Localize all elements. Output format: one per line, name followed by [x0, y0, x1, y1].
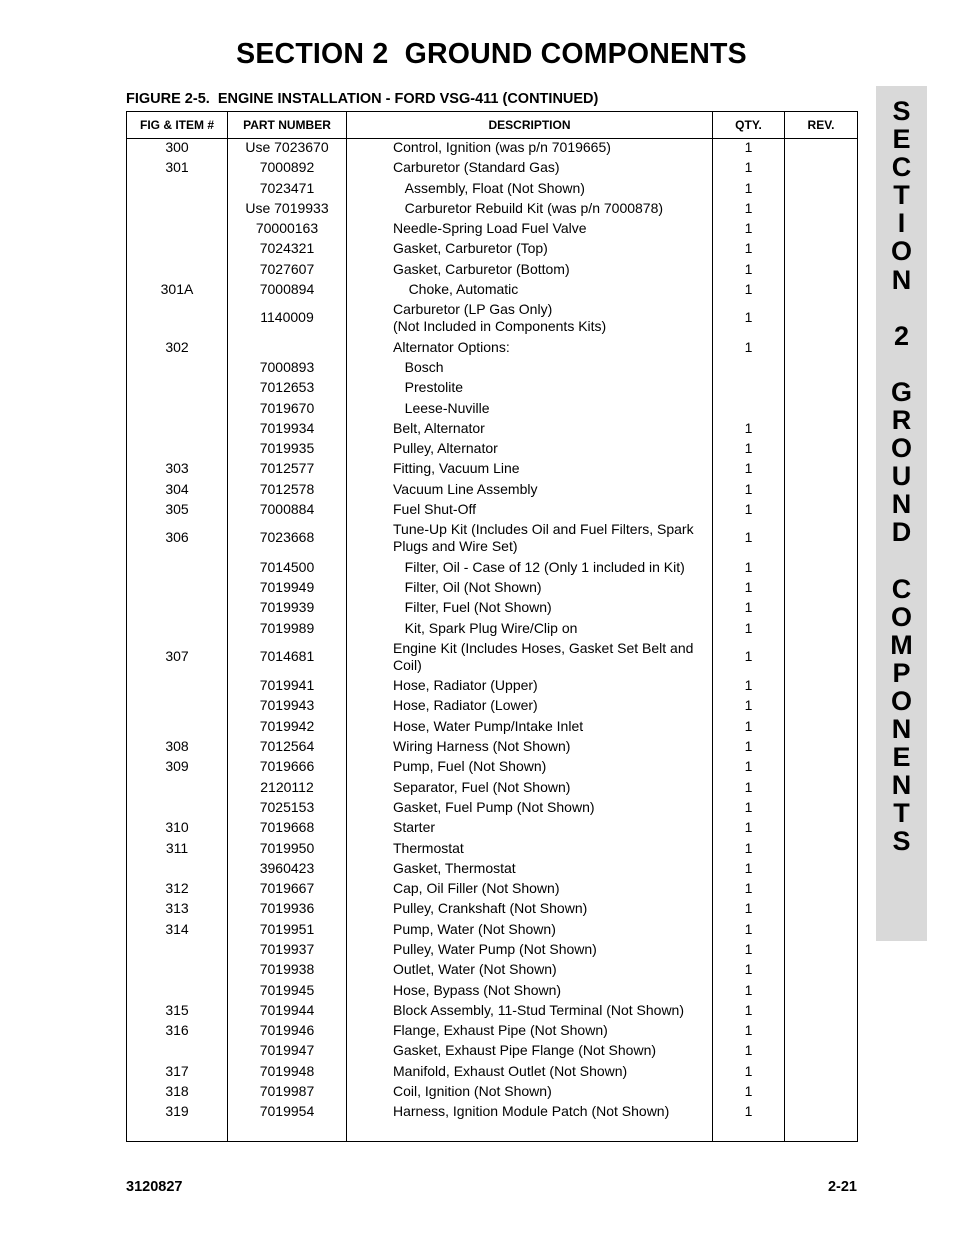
- qty-cell: 1: [744, 220, 753, 237]
- side-tab-letter: O: [890, 685, 912, 716]
- document-number: 3120827: [126, 1179, 183, 1195]
- side-tab-letter: O: [890, 601, 912, 632]
- fig-item-cell: 300: [165, 139, 189, 155]
- part-number-cell: 3960423: [259, 859, 315, 876]
- table-row: [127, 1001, 857, 1021]
- part-number-cell: 7000892: [259, 159, 315, 176]
- table-row: [127, 338, 857, 358]
- fig-item-cell: 316: [165, 1022, 189, 1039]
- description-cell: Belt, Alternator: [393, 419, 485, 436]
- side-tab-letter: M: [890, 629, 913, 660]
- side-tab-letter: I: [897, 208, 906, 239]
- table-row: [127, 981, 857, 1001]
- table-row: [127, 798, 857, 818]
- description-cell: Carburetor (LP Gas Only) (Not Included in Components Kits): [393, 301, 607, 335]
- qty-cell: 1: [744, 900, 753, 917]
- fig-item-cell: 312: [165, 880, 189, 897]
- description-cell: Separator, Fuel (Not Shown): [393, 778, 571, 795]
- qty-cell: 1: [744, 738, 753, 755]
- qty-cell: 1: [744, 758, 753, 775]
- side-tab-letter: N: [891, 714, 912, 745]
- qty-cell: 1: [744, 338, 753, 355]
- qty-cell: 1: [744, 1042, 753, 1059]
- description-cell: Carburetor (Standard Gas): [393, 159, 560, 176]
- description-cell: Flange, Exhaust Pipe (Not Shown): [393, 1022, 608, 1039]
- qty-cell: 1: [744, 440, 753, 457]
- table-row: [127, 899, 857, 919]
- side-tab-letter: [876, 294, 927, 322]
- side-tab-letter: 2: [893, 320, 910, 351]
- fig-item-cell: 305: [165, 501, 189, 518]
- part-number-cell: 7019941: [259, 677, 315, 694]
- table-row: [127, 138, 857, 158]
- qty-cell: 1: [744, 1103, 753, 1120]
- table-row: [127, 818, 857, 838]
- part-number-cell: 7025153: [259, 798, 315, 815]
- description-cell: Filter, Oil - Case of 12 (Only 1 included in Kit): [393, 558, 685, 575]
- table-row: [127, 578, 857, 598]
- qty-cell: 1: [744, 260, 753, 277]
- table-row: [127, 1082, 857, 1102]
- table-row: [127, 940, 857, 960]
- description-cell: Gasket, Exhaust Pipe Flange (Not Shown): [393, 1042, 657, 1059]
- qty-cell: 1: [744, 778, 753, 795]
- part-number-cell: 7023668: [259, 529, 315, 546]
- part-number-cell: 7012564: [259, 738, 315, 755]
- side-tab-letter: G: [890, 376, 912, 407]
- qty-cell: 1: [744, 558, 753, 575]
- part-number-cell: 7012653: [259, 379, 315, 396]
- parts-table: [126, 111, 858, 1142]
- qty-cell: 1: [744, 501, 753, 518]
- part-number-cell: 2120112: [260, 778, 314, 795]
- qty-cell: 1: [744, 1062, 753, 1079]
- part-number-cell: 7019670: [259, 399, 315, 416]
- part-number-cell: 7024321: [259, 240, 315, 257]
- description-cell: Hose, Radiator (Lower): [393, 697, 538, 714]
- qty-cell: 1: [744, 179, 753, 196]
- table-row: [127, 520, 857, 557]
- description-cell: Filter, Oil (Not Shown): [393, 578, 542, 595]
- part-number-cell: 7019943: [259, 697, 315, 714]
- table-row: [127, 639, 857, 676]
- qty-cell: 1: [744, 199, 753, 216]
- description-cell: Manifold, Exhaust Outlet (Not Shown): [393, 1062, 628, 1079]
- fig-item-cell: 304: [165, 480, 189, 497]
- table-row: [127, 158, 857, 178]
- part-number-cell: 7019934: [259, 419, 315, 436]
- description-cell: Fitting, Vacuum Line: [393, 460, 520, 477]
- part-number-cell: 7019947: [259, 1042, 315, 1059]
- description-cell: Bosch: [393, 358, 444, 375]
- fig-item-cell: 310: [165, 819, 189, 836]
- fig-item-cell: 303: [165, 460, 189, 477]
- table-row: [127, 179, 857, 199]
- part-number-cell: 7014500: [259, 558, 315, 575]
- description-cell: Pulley, Alternator: [393, 440, 498, 457]
- description-cell: Pulley, Water Pump (Not Shown): [393, 940, 597, 957]
- qty-cell: 1: [744, 940, 753, 957]
- description-cell: Gasket, Carburetor (Top): [393, 240, 548, 257]
- part-number-cell: 7019936: [259, 900, 315, 917]
- table-row: [127, 459, 857, 479]
- qty-cell: 1: [744, 309, 753, 326]
- part-number-cell: 1140009: [260, 309, 314, 326]
- description-cell: Block Assembly, 11-Stud Terminal (Not Shown): [393, 1001, 685, 1018]
- part-number-cell: 7019954: [259, 1103, 315, 1120]
- qty-cell: 1: [744, 281, 753, 298]
- side-tab-letter: T: [893, 798, 910, 829]
- part-number-cell: 7023471: [259, 179, 315, 196]
- fig-item-cell: 307: [165, 647, 189, 664]
- description-cell: Starter: [393, 819, 436, 836]
- fig-item-cell: 313: [165, 900, 189, 917]
- fig-item-cell: 317: [165, 1062, 189, 1079]
- description-cell: Harness, Ignition Module Patch (Not Shown): [393, 1103, 670, 1120]
- qty-cell: 1: [744, 1083, 753, 1100]
- description-cell: Vacuum Line Assembly: [393, 480, 538, 497]
- description-cell: Tune-Up Kit (Includes Oil and Fuel Filters, Spark Plugs and Wire Set): [393, 521, 694, 555]
- description-cell: Pulley, Crankshaft (Not Shown): [393, 900, 588, 917]
- qty-cell: 1: [744, 717, 753, 734]
- description-cell: Leese-Nuville: [393, 399, 490, 416]
- description-cell: Gasket, Thermostat: [393, 859, 516, 876]
- description-cell: Prestolite: [393, 379, 464, 396]
- qty-cell: 1: [744, 419, 753, 436]
- qty-cell: 1: [744, 647, 753, 664]
- table-row: [127, 239, 857, 259]
- description-cell: Filter, Fuel (Not Shown): [393, 599, 552, 616]
- description-cell: Wiring Harness (Not Shown): [393, 738, 571, 755]
- part-number-cell: 70000163: [255, 220, 319, 237]
- description-cell: Pump, Fuel (Not Shown): [393, 758, 547, 775]
- table-row: [127, 859, 857, 879]
- table-row: [127, 439, 857, 459]
- qty-cell: 1: [744, 961, 753, 978]
- fig-item-cell: 315: [165, 1001, 189, 1018]
- part-number-cell: 7000884: [259, 501, 315, 518]
- part-number-cell: 7019935: [259, 440, 315, 457]
- table-row: [127, 300, 857, 337]
- qty-cell: 1: [744, 460, 753, 477]
- qty-cell: 1: [744, 159, 753, 176]
- table-row: [127, 598, 857, 618]
- description-cell: Engine Kit (Includes Hoses, Gasket Set Belt and Coil): [393, 639, 694, 673]
- header-description: DESCRIPTION: [488, 118, 571, 132]
- table-row: [127, 676, 857, 696]
- table-row: [127, 920, 857, 940]
- part-number-cell: 7019949: [259, 578, 315, 595]
- side-tab-letter: O: [890, 236, 912, 267]
- qty-cell: 1: [744, 839, 753, 856]
- part-number-cell: 7019987: [259, 1083, 315, 1100]
- table-row: [127, 280, 857, 300]
- table-row: [127, 696, 857, 716]
- table-row: [127, 960, 857, 980]
- fig-item-cell: 301: [165, 159, 189, 176]
- description-cell: Choke, Automatic: [393, 281, 519, 298]
- qty-cell: 1: [744, 619, 753, 636]
- description-cell: Assembly, Float (Not Shown): [393, 179, 585, 196]
- fig-item-cell: 309: [165, 758, 189, 775]
- header-part-number: PART NUMBER: [243, 118, 331, 132]
- side-tab-letter: R: [891, 405, 912, 436]
- table-row: [127, 260, 857, 280]
- description-cell: Fuel Shut-Off: [393, 501, 477, 518]
- qty-cell: 1: [744, 819, 753, 836]
- fig-item-cell: 319: [165, 1103, 189, 1120]
- qty-cell: 1: [744, 139, 753, 155]
- side-tab-letters: [876, 97, 927, 856]
- description-cell: Carburetor Rebuild Kit (was p/n 7000878): [393, 199, 664, 216]
- side-tab-letter: [876, 350, 927, 378]
- description-cell: Needle-Spring Load Fuel Valve: [393, 220, 587, 237]
- part-number-cell: 7012577: [259, 460, 315, 477]
- qty-cell: 1: [744, 1022, 753, 1039]
- table-row: [127, 199, 857, 219]
- table-row: [127, 778, 857, 798]
- header-rev: REV.: [807, 118, 835, 132]
- description-cell: Hose, Radiator (Upper): [393, 677, 538, 694]
- qty-cell: 1: [744, 578, 753, 595]
- side-tab-letter: C: [891, 152, 912, 183]
- fig-item-cell: 314: [165, 920, 189, 937]
- page-number: 2-21: [827, 1179, 857, 1195]
- fig-item-cell: 302: [165, 338, 189, 355]
- table-row: [127, 839, 857, 859]
- table-row: [127, 378, 857, 398]
- fig-item-cell: 306: [165, 529, 189, 546]
- description-cell: Coil, Ignition (Not Shown): [393, 1083, 552, 1100]
- side-tab-letter: O: [890, 433, 912, 464]
- qty-cell: 1: [744, 697, 753, 714]
- part-number-cell: 7019666: [259, 758, 315, 775]
- table-row: [127, 737, 857, 757]
- part-number-cell: 7019951: [259, 920, 315, 937]
- description-cell: Hose, Bypass (Not Shown): [393, 981, 562, 998]
- table-row: [127, 1102, 857, 1122]
- qty-cell: 1: [744, 798, 753, 815]
- part-number-cell: 7000893: [259, 358, 315, 375]
- table-row: [127, 219, 857, 239]
- fig-item-cell: 311: [165, 839, 189, 856]
- qty-cell: 1: [744, 859, 753, 876]
- qty-cell: 1: [744, 920, 753, 937]
- side-tab-letter: [876, 547, 927, 575]
- part-number-cell: 7027607: [259, 260, 315, 277]
- table-row: [127, 717, 857, 737]
- part-number-cell: 7000894: [259, 281, 315, 298]
- part-number-cell: 7012578: [259, 480, 315, 497]
- part-number-cell: 7019938: [259, 961, 315, 978]
- side-tab-letter: N: [891, 770, 912, 801]
- qty-cell: 1: [744, 1001, 753, 1018]
- fig-item-cell: 301A: [160, 281, 194, 298]
- description-cell: Cap, Oil Filler (Not Shown): [393, 880, 560, 897]
- table-row: [127, 879, 857, 899]
- part-number-cell: 7019950: [259, 839, 315, 856]
- side-tab-letter: N: [891, 264, 912, 295]
- table-row: [127, 619, 857, 639]
- part-number-cell: 7019942: [259, 717, 315, 734]
- side-tab-letter: U: [891, 461, 912, 492]
- part-number-cell: 7019945: [259, 981, 315, 998]
- table-row: [127, 1021, 857, 1041]
- side-tab-letter: E: [892, 124, 911, 155]
- side-tab-letter: E: [892, 742, 911, 773]
- part-number-cell: 7014681: [259, 647, 315, 664]
- side-tab-letter: S: [892, 826, 911, 857]
- description-cell: Thermostat: [393, 839, 464, 856]
- table-row: [127, 419, 857, 439]
- side-tab-letter: T: [893, 180, 910, 211]
- description-cell: Gasket, Fuel Pump (Not Shown): [393, 798, 595, 815]
- part-number-cell: 7019946: [259, 1022, 315, 1039]
- side-tab-letter: C: [891, 573, 912, 604]
- description-cell: Kit, Spark Plug Wire/Clip on: [393, 619, 578, 636]
- figure-title: FIGURE 2-5. ENGINE INSTALLATION - FORD VSG-411 (CONTINUED): [126, 91, 599, 107]
- description-cell: Gasket, Carburetor (Bottom): [393, 260, 570, 277]
- qty-cell: 1: [744, 677, 753, 694]
- side-tab-letter: S: [892, 96, 911, 126]
- description-cell: Pump, Water (Not Shown): [393, 920, 556, 937]
- part-number-cell: 7019668: [259, 819, 315, 836]
- section-title: SECTION 2 GROUND COMPONENTS: [236, 38, 747, 70]
- table-row: [127, 358, 857, 378]
- header-fig-item: FIG & ITEM #: [139, 118, 214, 132]
- fig-item-cell: 308: [165, 738, 189, 755]
- part-number-cell: 7019937: [259, 940, 315, 957]
- qty-cell: 1: [744, 529, 753, 546]
- part-number-cell: 7019944: [259, 1001, 315, 1018]
- table-row: [127, 1041, 857, 1061]
- qty-cell: 1: [744, 480, 753, 497]
- part-number-cell: 7019667: [259, 880, 315, 897]
- side-tab-letter: N: [891, 489, 912, 520]
- table-row: [127, 558, 857, 578]
- section-side-tab: [876, 86, 927, 941]
- qty-cell: 1: [744, 981, 753, 998]
- description-cell: Alternator Options:: [393, 338, 510, 355]
- part-number-cell: 7019948: [259, 1062, 315, 1079]
- table-row: [127, 399, 857, 419]
- description-cell: Outlet, Water (Not Shown): [393, 961, 557, 978]
- part-number-cell: Use 7023670: [245, 139, 329, 155]
- qty-cell: 1: [744, 880, 753, 897]
- table-row: [127, 757, 857, 777]
- header-qty: QTY.: [735, 118, 762, 132]
- table-row: [127, 1062, 857, 1082]
- part-number-cell: 7019939: [259, 599, 315, 616]
- qty-cell: 1: [744, 240, 753, 257]
- description-cell: Control, Ignition (was p/n 7019665): [393, 139, 611, 155]
- side-tab-letter: P: [892, 657, 911, 688]
- part-number-cell: Use 7019933: [245, 199, 329, 216]
- side-tab-letter: D: [891, 517, 912, 548]
- part-number-cell: 7019989: [259, 619, 315, 636]
- table-row: [127, 480, 857, 500]
- table-body: [127, 138, 857, 1123]
- qty-cell: 1: [744, 599, 753, 616]
- description-cell: Hose, Water Pump/Intake Inlet: [393, 717, 584, 734]
- table-row: [127, 500, 857, 520]
- fig-item-cell: 318: [165, 1083, 189, 1100]
